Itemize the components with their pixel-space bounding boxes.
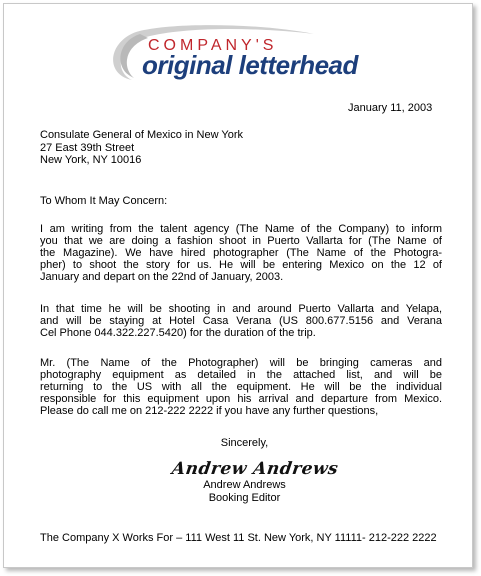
company-logo bbox=[104, 22, 394, 92]
signer-block bbox=[4, 479, 481, 504]
handwritten-signature: Andrew Andrews bbox=[170, 459, 340, 479]
logo-top-text: COMPANY'S bbox=[148, 37, 278, 54]
footer-address: The Company X Works For – 111 West 11 St. New York, NY 11111- 212-222 2222 bbox=[40, 532, 437, 544]
paragraph-line: Cel Phone 044.322.227.5420) for the duration of the trip. bbox=[40, 327, 316, 339]
paragraph-line: responsible for this equipment upon his arrival and departure from Mexico. bbox=[40, 393, 442, 405]
paragraph-line: January and depart on the 22nd of January, 2003. bbox=[40, 271, 284, 283]
logo-bottom-text: original letterhead bbox=[142, 50, 358, 80]
recipient-line: 27 East 39th Street bbox=[40, 141, 135, 154]
recipient-line: New York, NY 10016 bbox=[40, 154, 142, 166]
paragraph-line: In that time he will be shooting in and around Puerto Vallarta and Yelapa, bbox=[40, 303, 442, 315]
paragraph-line: Mr. (The Name of the Photographer) will be bringing cameras and bbox=[40, 357, 442, 369]
recipient-address bbox=[40, 129, 243, 167]
paragraph-line: the Magazine). We have hired photographer (The Name of the Photogra- bbox=[40, 247, 442, 259]
paragraph-line: pher) to shoot the story for us. He will be entering Mexico on the 12 of bbox=[40, 259, 442, 271]
paragraph-line: Please do call me on 212-222 2222 if you have any further questions, bbox=[40, 405, 379, 417]
paragraph-line: you that we are doing a fashion shoot in Puerto Vallarta for (The Name of bbox=[40, 235, 442, 247]
paragraph-line: and will be staying at Hotel Casa Verana (US 800.677.5156 and Verana bbox=[40, 315, 442, 327]
body-paragraph bbox=[40, 357, 442, 417]
salutation: To Whom It May Concern: bbox=[40, 195, 168, 207]
letter-page bbox=[3, 3, 473, 568]
body-paragraph bbox=[40, 223, 442, 283]
closing: Sincerely, bbox=[220, 437, 269, 449]
paragraph-line: I am writing from the talent agency (The Name of the Company) to inform bbox=[40, 223, 442, 235]
signer-name: Andrew Andrews bbox=[203, 479, 286, 491]
signer-title: Booking Editor bbox=[208, 491, 281, 504]
paragraph-line: photography equipment as detailed in the attached list, and will be bbox=[40, 369, 442, 381]
paragraph-line: returning to the US with all the equipment. He will be the individual bbox=[40, 381, 442, 393]
recipient-line: Consulate General of Mexico in New York bbox=[40, 129, 243, 141]
letter-date: January 11, 2003 bbox=[348, 102, 433, 114]
body-paragraph bbox=[40, 303, 442, 339]
